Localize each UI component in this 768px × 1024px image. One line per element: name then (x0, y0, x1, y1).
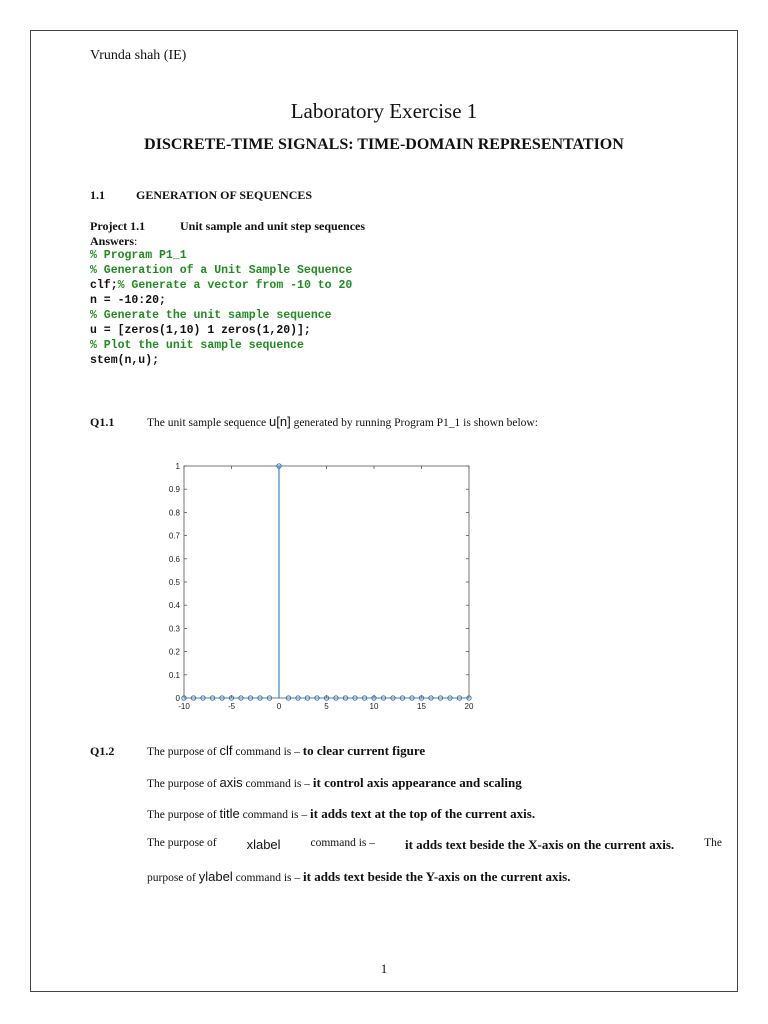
q1-2-answer: it adds text beside the X-axis on the current axis. (404, 837, 675, 852)
code-line (90, 278, 352, 293)
q1-2-line (147, 837, 722, 853)
q1-2-mid: command is – (245, 778, 311, 790)
q1-2-line (147, 869, 570, 885)
code-text: n = -10:20; (90, 294, 166, 307)
q1-2-command: xlabel (246, 837, 281, 852)
answers-colon: : (134, 234, 138, 248)
question-label-q1-1: Q1.1 (90, 415, 115, 429)
code-line (90, 323, 352, 338)
section-title: GENERATION OF SEQUENCES (136, 188, 313, 202)
q1-2-mid: command is – (235, 872, 301, 884)
section-number: 1.1 (90, 188, 105, 202)
code-line (90, 338, 352, 353)
q1-2-command: ylabel (198, 869, 233, 884)
code-line (90, 308, 352, 323)
y-tick-label: 0.5 (168, 578, 180, 587)
code-line (90, 353, 352, 368)
q1-2-answer: it control axis appearance and scaling (312, 775, 522, 790)
code-comment: % Program P1_1 (90, 249, 187, 262)
plot-axes-box (184, 466, 469, 698)
q1-2-line (147, 743, 425, 759)
code-text: stem(n,u); (90, 354, 160, 367)
x-tick-label: -10 (178, 702, 190, 711)
q1-2-mid: command is – (242, 809, 308, 821)
stem-plot (160, 455, 480, 720)
code-comment: % Generate the unit sample sequence (90, 309, 332, 322)
question-label-q1-2: Q1.2 (90, 744, 115, 758)
y-tick-label: 0.1 (168, 670, 180, 680)
y-tick-label: 1 (175, 462, 180, 471)
q1-1-symbol: u[n] (269, 414, 291, 429)
author-name: Vrunda shah (IE) (90, 48, 187, 63)
q1-2-line (147, 806, 535, 822)
code-line (90, 248, 352, 263)
x-tick-label: 5 (324, 702, 329, 711)
answers-word: Answers (90, 234, 134, 248)
code-text: clf; (90, 279, 118, 292)
code-line (90, 263, 352, 278)
q1-1-pre: The unit sample sequence (147, 417, 267, 429)
q1-2-pre: The purpose of (147, 746, 217, 758)
q1-2-pre: purpose of (147, 872, 196, 884)
page-number: 1 (380, 961, 388, 976)
x-tick-label: 0 (276, 702, 282, 711)
code-comment: % Plot the unit sample sequence (90, 339, 304, 352)
q1-1-post: generated by running Program P1_1 is shown below: (293, 417, 538, 429)
q1-2-pre: The purpose of (147, 837, 217, 849)
y-tick-label: 0.4 (168, 601, 180, 611)
y-tick-label: 0.9 (168, 485, 180, 495)
document-subtitle: DISCRETE-TIME SIGNALS: TIME-DOMAIN REPRESENTATION (144, 136, 624, 153)
code-comment: % Generate a vector from -10 to 20 (117, 279, 353, 292)
q1-2-mid: command is – (235, 746, 300, 758)
q1-2-pre: The purpose of (147, 778, 217, 790)
x-tick-label: -5 (227, 702, 236, 711)
document-title: Laboratory Exercise 1 (290, 99, 478, 123)
code-text: u = [zeros(1,10) 1 zeros(1,20)]; (90, 324, 311, 337)
y-tick-label: 0.3 (168, 624, 180, 634)
project-label: Project 1.1 (90, 219, 146, 233)
x-tick-label: 20 (464, 702, 474, 711)
q1-2-command: clf (219, 743, 233, 758)
q1-2-command: axis (219, 775, 243, 790)
y-tick-label: 0.6 (168, 554, 180, 564)
x-tick-label: 15 (417, 702, 426, 711)
code-block (90, 248, 352, 368)
y-tick-label: 0.8 (168, 508, 180, 518)
x-tick-label: 10 (369, 702, 379, 711)
q1-2-pre: The purpose of (147, 809, 217, 821)
y-tick-label: 0 (175, 694, 180, 703)
q1-2-mid: command is – (310, 837, 376, 849)
y-tick-label: 0.2 (168, 647, 180, 657)
q1-2-answer: to clear current figure (302, 743, 426, 758)
q1-2-line (147, 775, 522, 791)
q1-2-command: title (219, 806, 240, 821)
q1-2-answer: it adds text at the top of the current axis. (310, 806, 536, 821)
code-comment: % Generation of a Unit Sample Sequence (90, 264, 353, 277)
y-tick-label: 0.7 (168, 531, 180, 541)
q1-2-post: The (704, 837, 722, 849)
code-line (90, 293, 352, 308)
q1-2-answer: it adds text beside the Y-axis on the current axis. (303, 869, 571, 884)
answers-label (90, 234, 137, 249)
question-text-q1-1 (147, 414, 538, 429)
project-title: Unit sample and unit step sequences (180, 219, 366, 233)
